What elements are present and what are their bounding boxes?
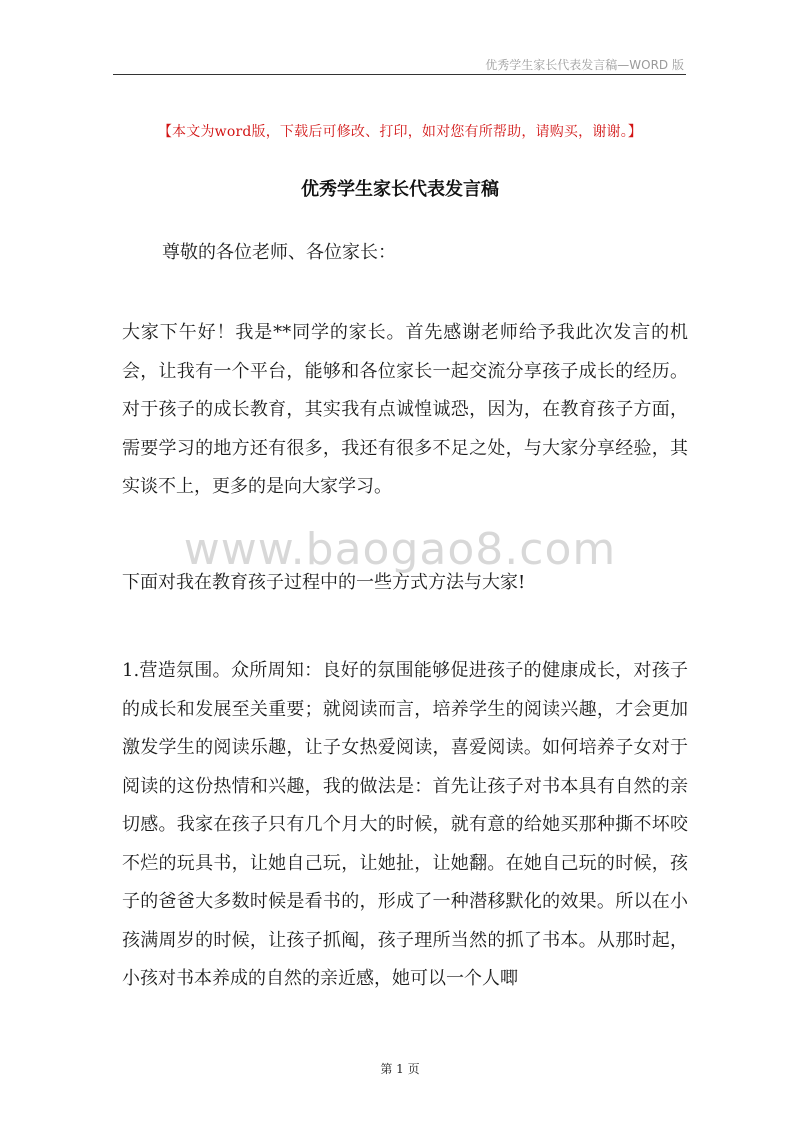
watermark: www.baogao8.com — [183, 524, 617, 575]
running-header: 优秀学生家长代表发言稿—WORD 版 — [485, 58, 684, 72]
header-rule — [113, 74, 686, 75]
purchase-notice: 【本文为word版，下载后可修改、打印，如对您有所帮助，请购买，谢谢。】 — [157, 124, 643, 140]
paragraph-intro: 下面对我在教育孩子过程中的一些方式方法与大家! — [122, 572, 526, 593]
greeting-line: 尊敬的各位老师、各位家长： — [162, 242, 396, 263]
paragraph-opening: 大家下午好！我是**同学的家长。首先感谢老师给予我此次发言的机会，让我有一个平台，能够和各位家长一起交流分享孩子成长的经历。对于孩子的成长教育，其实我有点诚惶诚恐，因为，在教育孩子方面，需要学习的地方还有很多，我还有很多不足之处，与大家分享经验，其实谈不上，更多的是向大家学习。 — [122, 322, 688, 497]
paragraph-section-1: 1.营造氛围。众所周知：良好的氛围能够促进孩子的健康成长，对孩子的成长和发展至关重要；就阅读而言，培养学生的阅读兴趣，才会更加激发学生的阅读乐趣，让子女热爱阅读，喜爱阅读。如何培养子女对于阅读的这份热情和兴趣，我的做法是：首先让孩子对书本具有自然的亲切感。我家在孩子只有几个月大的时候，就有意的给她买那种撕不坏咬不烂的玩具书，让她自己玩，让她扯，让她翻。在她自己玩的时候，孩子的爸爸大多数时候是看书的，形成了一种潜移默化的效果。所以在小孩满周岁的时候，让孩子抓阄，孩子理所当然的抓了书本。从那时起，小孩对书本养成的自然的亲近感，她可以一个人唧 — [122, 660, 688, 989]
page-number: 第 1 页 — [380, 1062, 420, 1076]
document-title: 优秀学生家长代表发言稿 — [301, 179, 499, 200]
